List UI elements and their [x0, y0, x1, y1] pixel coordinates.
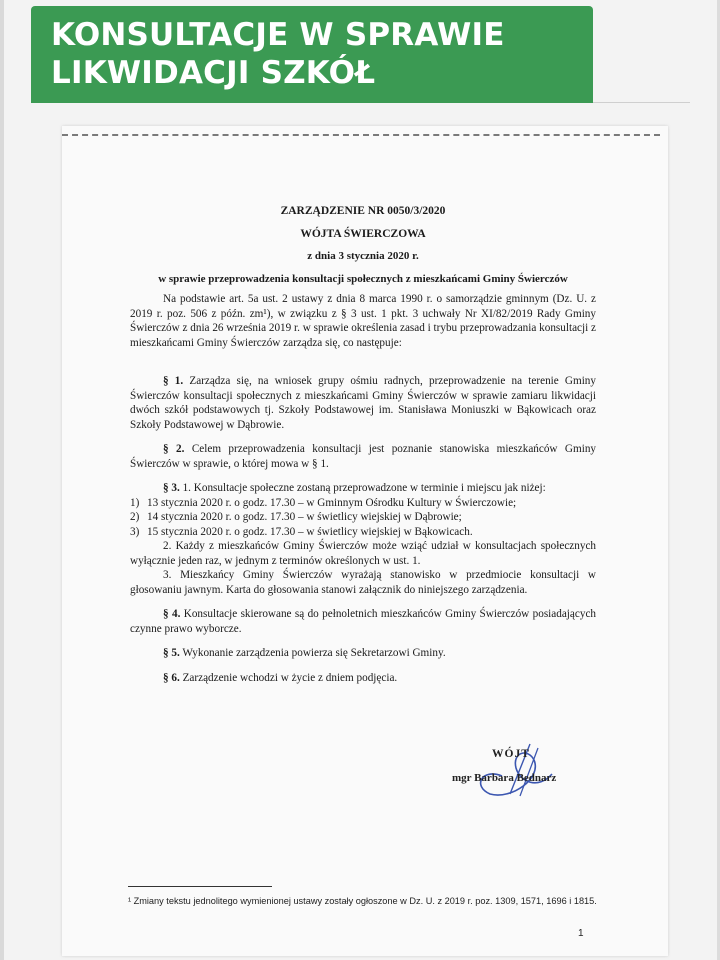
section-1: [130, 374, 596, 432]
signature-title: WÓJT: [492, 748, 530, 760]
signature-block: [442, 738, 622, 818]
section-6-text: Zarządzenie wchodzi w życie z dniem podjęcia.: [179, 671, 398, 684]
list-item-number: 3): [130, 525, 140, 538]
section-2: [130, 442, 596, 471]
section-6-mark: § 6.: [163, 671, 180, 684]
document-subject: w sprawie przeprowadzenia konsultacji społecznych z mieszkańcami Gminy Świerczów: [158, 272, 568, 285]
list-item-number: 1): [130, 496, 140, 509]
list-item: [130, 525, 596, 540]
document-body: [130, 204, 596, 685]
section-4: [130, 607, 596, 636]
signature-name: mgr Barbara Bednarz: [452, 772, 557, 784]
list-item: [130, 510, 596, 525]
list-item-text: 13 stycznia 2020 r. o godz. 17.30 – w Gminnym Ośrodku Kultury w Świerczowie;: [147, 496, 517, 509]
left-border: [0, 0, 4, 960]
footnote: ¹ Zmiany tekstu jednolitego wymienionej ustawy zostały ogłoszone w Dz. U. z 2019 r. poz. 1309, 1571, 1696 i 1815.: [128, 896, 597, 906]
section-3-text: 1. Konsultacje społeczne zostaną przeprowadzone w terminie i miejscu jak niżej:: [179, 482, 546, 494]
section-3-paragraph-3: 3. Mieszkańcy Gminy Świerczów wyrażają stanowisko w przedmiocie konsultacji w głosowaniu jawnym. Karta do głosowania stanowi załącznik do niniejszego zarządzenia.: [130, 569, 596, 596]
page-number: 1: [578, 928, 584, 939]
list-item-text: 14 stycznia 2020 r. o godz. 17.30 – w świetlicy wiejskiej w Dąbrowie;: [147, 511, 462, 523]
document-issuer: WÓJTA ŚWIERCZOWA: [300, 227, 426, 240]
footnote-divider: [128, 886, 272, 887]
list-item-text: 15 stycznia 2020 r. o godz. 17.30 – w świetlicy wiejskiej w Bąkowicach.: [147, 525, 473, 538]
document-heading: ZARZĄDZENIE NR 0050/3/2020: [280, 205, 446, 217]
section-2-mark: § 2.: [163, 443, 185, 455]
section-5-text: Wykonanie zarządzenia powierza się Sekretarzowi Gminy.: [179, 647, 446, 659]
section-3-paragraph-2: 2. Każdy z mieszkańców Gminy Świerczów może wziąć udział w konsultacjach społecznych wyłącznie jeden raz, w jednym z terminów określonych w ust. 1.: [130, 540, 596, 567]
title-banner: [31, 6, 593, 103]
scan-edge-line: [62, 134, 660, 136]
section-4-mark: § 4.: [163, 608, 181, 620]
list-item: [130, 496, 596, 511]
list-item-number: 2): [130, 511, 140, 523]
section-6: [130, 671, 596, 686]
section-1-text: Zarządza się, na wniosek grupy ośmiu radnych, przeprowadzenie na terenie Gminy Świerczów konsultacji społecznych z mieszkańcami Gminy Świerczów w sprawie zamiaru likwidacji dwóch szkół podstawowych tj. Szkoły Podstawowej im. Stanisława Moniuszki w Bąkowicach oraz Szkoły Podstawowej w Dąbrowie.: [130, 375, 596, 431]
section-4-text: Konsultacje skierowane są do pełnoletnich mieszkańców Gminy Świerczów posiadających czynne prawo wyborcze.: [130, 608, 596, 635]
section-5: [130, 646, 596, 661]
banner-title: KONSULTACJE W SPRAWIE LIKWIDACJI SZKÓŁ: [51, 17, 505, 91]
document-page: [62, 126, 668, 956]
banner-divider: [593, 102, 690, 103]
document-date: z dnia 3 stycznia 2020 r.: [307, 250, 419, 262]
section-3-list: [130, 496, 596, 540]
section-3: [130, 481, 596, 496]
section-5-mark: § 5.: [163, 647, 180, 659]
section-2-text: Celem przeprowadzenia konsultacji jest poznanie stanowiska mieszkańców Gminy Świerczów w sprawie, o której mowa w § 1.: [130, 443, 597, 470]
section-3-mark: § 3.: [163, 482, 180, 494]
section-1-mark: § 1.: [163, 375, 184, 387]
preamble: Na podstawie art. 5a ust. 2 ustawy z dnia 8 marca 1990 r. o samorządzie gminnym (Dz. U. z 2019 r. poz. 506 z późn. zm¹), w związku z § 3 ust. 1 pkt. 3 uchwały Nr XI/82/2019 Rady Gminy Świerczów z dnia 26 września 2019 r. w sprawie określenia zasad i trybu przeprowadzania konsultacji z mieszkańcami Gminy Świerczów zarządza się, co następuje:: [130, 293, 596, 349]
